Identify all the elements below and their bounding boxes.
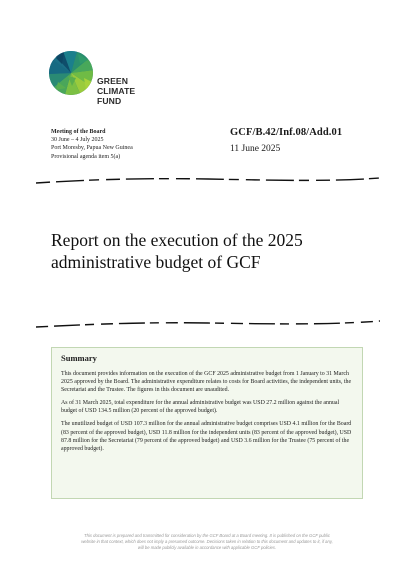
page-title [51, 229, 371, 273]
agenda-item: Provisional agenda item 5(a) [51, 153, 121, 160]
title-line-2: administrative budget of GCF [51, 252, 261, 272]
meeting-dates: 30 June – 4 July 2025 [51, 137, 104, 144]
summary-paragraph-1: This document provides information on the execution of the GCF 2025 administrative budget from 1 January to 31 March 2025 approved by the Board. The administrative expenditure relates to costs for Board activities, the independent units, the Secretariat and the Trustee. The figures in this document are unaudited. [61, 371, 352, 394]
bottom-wave-divider [36, 318, 380, 330]
logo-word-fund: FUND [97, 95, 122, 106]
gcf-logo [48, 48, 168, 110]
footer-line-1: This document is prepared and transmitted for consideration by the GCF Board at a Board meeting. It is published on the GCF public [84, 533, 330, 538]
logo-wordmark [97, 77, 135, 106]
meeting-name: Meeting of the Board [51, 129, 106, 135]
document-date: 11 June 2025 [230, 144, 281, 154]
disclaimer-footer [52, 533, 362, 552]
logo-word-green: GREEN [97, 76, 129, 86]
summary-heading: Summary [61, 353, 97, 363]
document-reference [230, 126, 380, 158]
top-wave-divider [36, 175, 380, 187]
document-code: GCF/B.42/Inf.08/Add.01 [230, 127, 343, 138]
logo-word-climate: CLIMATE [97, 85, 136, 96]
title-line-1: Report on the execution of the 2025 [51, 230, 303, 250]
meeting-location: Port Moresby, Papua New Guinea [51, 145, 133, 152]
footer-line-3: will be made publicly available in accordance with applicable GCF policies. [137, 545, 277, 551]
summary-paragraph-2: As of 31 March 2025, total expenditure for the annual administrative budget was USD 27.2 million against the annual budget of USD 134.5 million (20 percent of the approved budget). [61, 400, 340, 415]
footer-line-2: website in that context, which does not imply a presumed outcome. Decisions taken in relation to this document and updates to it, if any, [81, 539, 333, 545]
meeting-info [51, 128, 221, 161]
summary-paragraph-3: The unutilized budget of USD 107.3 million for the annual administrative budget comprises USD 4.1 million for the Board (83 percent of the approved budget), USD 11.8 million for the independent units (83 percent of the approved budget), USD 87.8 million for the Secretariat (79 percent of the approved budget) and USD 3.6 million for the Trustee (75 percent of the approved budget). [61, 421, 352, 452]
summary-box [51, 347, 363, 499]
gcf-globe-logo-icon [48, 48, 94, 98]
